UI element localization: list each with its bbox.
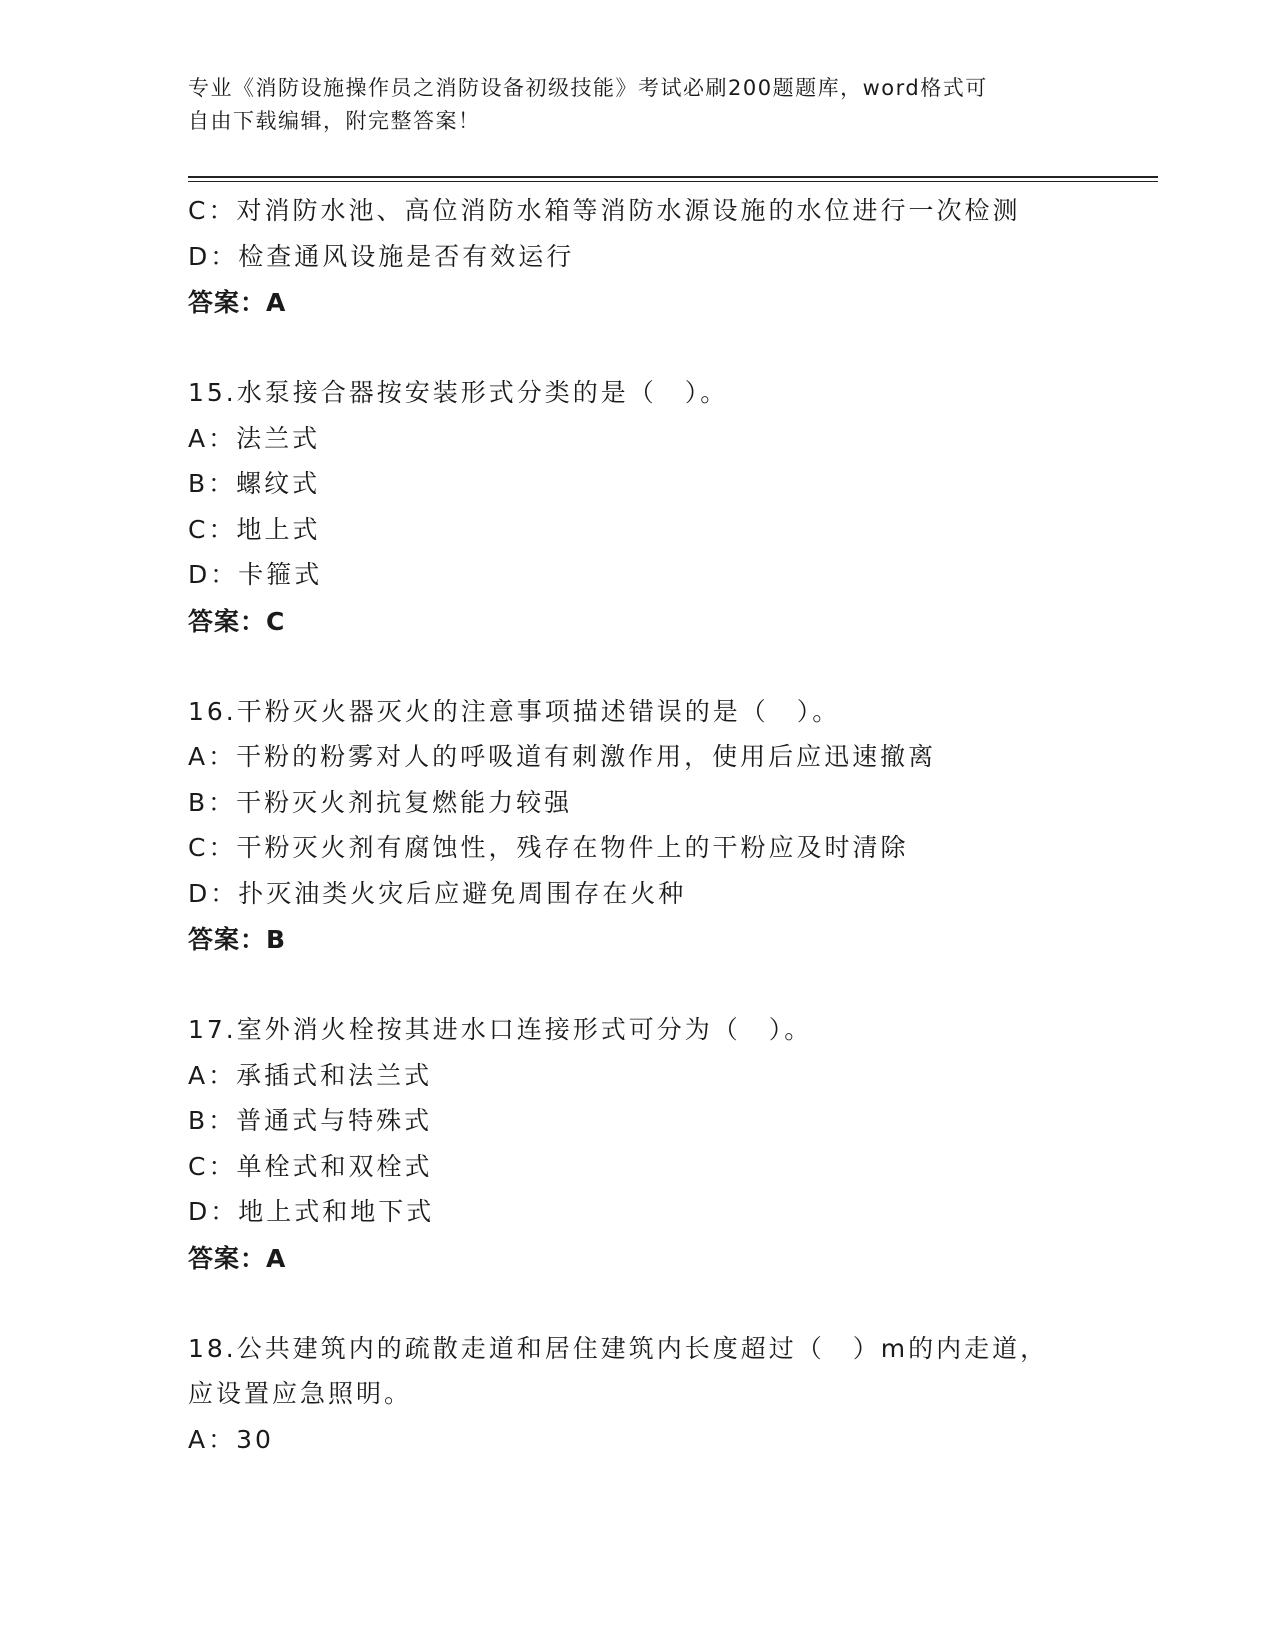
answer: [188, 598, 1158, 645]
question-stem-line-1: 18.公共建筑内的疏散走道和居住建筑内长度超过（ ）m的内走道，: [188, 1333, 1049, 1363]
question-stem: 16.干粉灭火器灭火的注意事项描述错误的是（ ）。: [188, 696, 841, 726]
page-header: [188, 72, 1088, 138]
option-b: B：普通式与特殊式: [188, 1106, 433, 1135]
spacer: [188, 645, 1158, 689]
option-c: C：单栓式和双栓式: [188, 1151, 433, 1181]
question-block-15: [188, 370, 1158, 645]
option-c: C：地上式: [188, 514, 321, 544]
option-c: C：对消防水池、高位消防水箱等消防水源设施的水位进行一次检测: [188, 196, 1021, 225]
header-line-1: 专业《消防设施操作员之消防设备初级技能》考试必刷200题题库，word格式可: [188, 76, 988, 100]
option-a: A：干粉的粉雾对人的呼吸道有刺激作用，使用后应迅速撤离: [188, 742, 937, 771]
option-c: C：干粉灭火剂有腐蚀性，残存在物件上的干粉应及时清除: [188, 833, 909, 862]
question-block-16: [188, 689, 1158, 964]
option-a: A：30: [188, 1424, 274, 1454]
answer-value: A: [266, 288, 287, 317]
question-block-17: [188, 1007, 1158, 1282]
option-d: D：地上式和地下式: [188, 1197, 435, 1226]
answer: [188, 279, 1158, 326]
answer-label: 答案：: [188, 925, 267, 954]
answer-value: A: [266, 1243, 287, 1273]
question-block-18: [188, 1326, 1158, 1463]
answer: [188, 916, 1158, 963]
answer: [188, 1235, 1158, 1282]
question-stem: 17.室外消火栓按其进水口连接形式可分为（ ）。: [188, 1015, 813, 1044]
header-line-2: 自由下载编辑，附完整答案！: [188, 109, 481, 133]
answer-value: C: [266, 606, 286, 636]
spacer: [188, 963, 1158, 1007]
answer-value: B: [266, 925, 287, 954]
header-divider: [188, 176, 1158, 182]
question-stem-line-2: 应设置应急照明。: [188, 1379, 413, 1408]
question-content: [188, 188, 1158, 1462]
option-d: D：卡箍式: [188, 560, 323, 589]
option-b: B：螺纹式: [188, 469, 321, 498]
option-a: A：承插式和法兰式: [188, 1060, 433, 1090]
answer-label: 答案：: [188, 1243, 267, 1273]
option-d: D：检查通风设施是否有效运行: [188, 241, 575, 271]
option-a: A：法兰式: [188, 423, 321, 453]
option-b: B：干粉灭火剂抗复燃能力较强: [188, 787, 573, 817]
answer-label: 答案：: [188, 288, 267, 317]
spacer: [188, 326, 1158, 370]
answer-label: 答案：: [188, 606, 267, 636]
spacer: [188, 1282, 1158, 1326]
question-stem: 15.水泵接合器按安装形式分类的是（ ）。: [188, 378, 729, 407]
option-d: D：扑灭油类火灾后应避免周围存在火种: [188, 878, 687, 908]
